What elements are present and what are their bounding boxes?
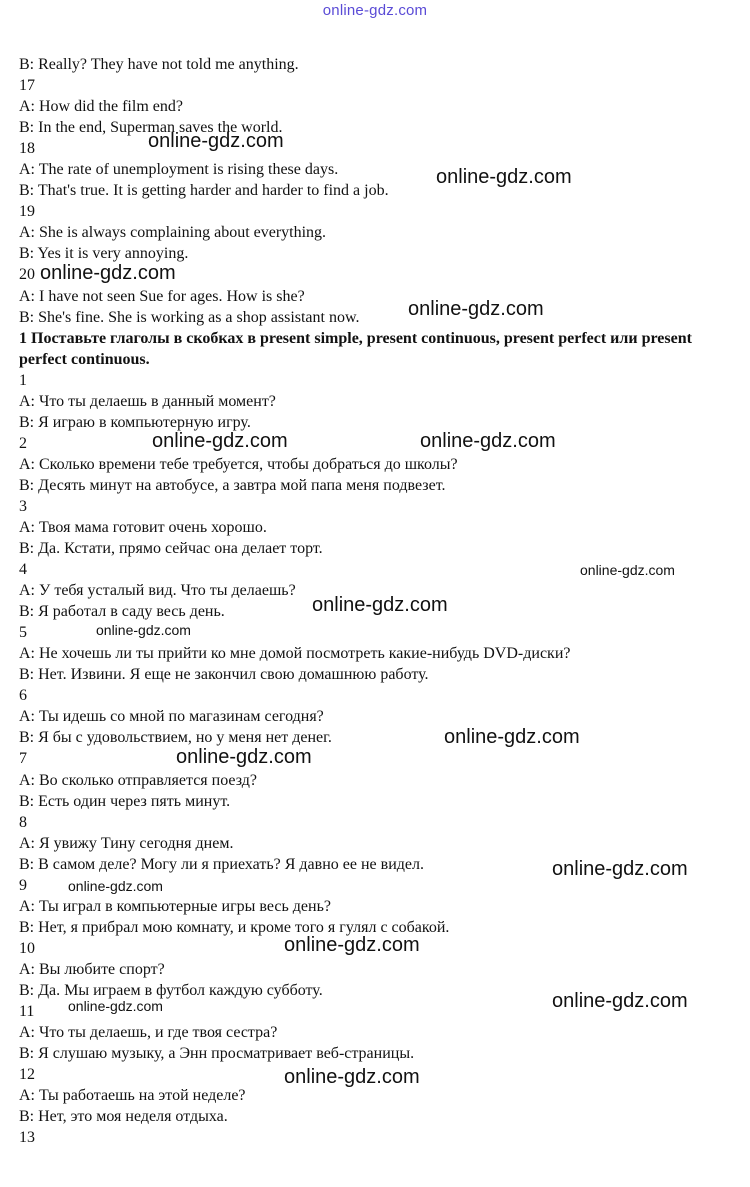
dialogue-line: A: Во сколько отправляется поезд?: [19, 771, 257, 789]
item-number: 10: [19, 939, 35, 957]
watermark: online-gdz.com: [420, 430, 556, 452]
watermark: online-gdz.com: [68, 998, 163, 1014]
watermark: online-gdz.com: [408, 298, 544, 320]
item-number: 3: [19, 497, 27, 515]
dialogue-line: A: Твоя мама готовит очень хорошо.: [19, 518, 267, 536]
item-number: 2: [19, 434, 27, 452]
item-number: 6: [19, 687, 27, 705]
dialogue-line: A: У тебя усталый вид. Что ты делаешь?: [19, 582, 296, 600]
item-number: 11: [19, 1003, 35, 1021]
dialogue-line: A: Сколько времени тебе требуется, чтобы добраться до школы?: [19, 455, 458, 473]
dialogue-line: A: Вы любите спорт?: [19, 960, 165, 978]
watermark: online-gdz.com: [148, 130, 284, 152]
dialogue-line: B: Я слушаю музыку, а Энн просматривает веб-страницы.: [19, 1045, 415, 1063]
dialogue-line: B: Есть один через пять минут.: [19, 792, 231, 810]
dialogue-line: A: Не хочешь ли ты прийти ко мне домой посмотреть какие-нибудь DVD-диски?: [19, 645, 571, 663]
watermark: online-gdz.com: [176, 746, 312, 768]
watermark: online-gdz.com: [40, 262, 176, 284]
item-number: 12: [19, 1066, 35, 1084]
item-number: 20: [19, 266, 35, 284]
dialogue-line: A: Ты идешь со мной по магазинам сегодня?: [19, 708, 324, 726]
dialogue-line: A: She is always complaining about everything.: [19, 224, 327, 242]
dialogue-line: B: Нет, это моя неделя отдыха.: [19, 1108, 228, 1126]
watermark: online-gdz.com: [552, 990, 688, 1012]
site-header-watermark: online-gdz.com: [322, 2, 428, 19]
item-number: 13: [19, 1129, 35, 1147]
watermark: online-gdz.com: [552, 858, 688, 880]
watermark: online-gdz.com: [96, 622, 191, 638]
dialogue-line: B: She's fine. She is working as a shop assistant now.: [19, 308, 360, 326]
dialogue-line: B: Нет. Извини. Я еще не закончил свою домашнюю работу.: [19, 666, 429, 684]
dialogue-line: A: I have not seen Sue for ages. How is she?: [19, 287, 305, 305]
dialogue-line: B: That's true. It is getting harder and harder to find a job.: [19, 182, 389, 200]
dialogue-section-russian: [19, 370, 734, 1149]
dialogue-line: A: Что ты делаешь, и где твоя сестра?: [19, 1024, 278, 1042]
watermark: online-gdz.com: [312, 594, 448, 616]
item-number: 8: [19, 813, 27, 831]
watermark: online-gdz.com: [68, 878, 163, 894]
item-number: 7: [19, 750, 27, 768]
dialogue-line: A: The rate of unemployment is rising these days.: [19, 161, 339, 179]
watermark: online-gdz.com: [580, 562, 675, 578]
dialogue-line: A: Ты играл в компьютерные игры весь день?: [19, 897, 331, 915]
dialogue-line: B: Десять минут на автобусе, а завтра мой папа меня подвезет.: [19, 476, 446, 494]
item-number: 19: [19, 203, 35, 221]
dialogue-line: A: Что ты делаешь в данный момент?: [19, 392, 276, 410]
item-number: 5: [19, 624, 27, 642]
item-number: 1: [19, 371, 27, 389]
dialogue-line: B: Я работал в саду весь день.: [19, 603, 225, 621]
dialogue-line: B: Нет, я прибрал мою комнату, и кроме того я гулял с собакой.: [19, 918, 450, 936]
item-number: 9: [19, 876, 27, 894]
dialogue-line: B: Да. Кстати, прямо сейчас она делает торт.: [19, 539, 323, 557]
item-number: 4: [19, 561, 27, 579]
dialogue-line: B: Yes it is very annoying.: [19, 245, 189, 263]
dialogue-line: A: How did the film end?: [19, 98, 183, 116]
dialogue-line: A: Я увижу Тину сегодня днем.: [19, 834, 234, 852]
watermark: online-gdz.com: [436, 166, 572, 188]
item-number: 17: [19, 77, 35, 95]
dialogue-line: B: В самом деле? Могу ли я приехать? Я давно ее не видел.: [19, 855, 424, 873]
watermark: online-gdz.com: [444, 726, 580, 748]
task-heading: 1 Поставьте глаголы в скобках в present simple, present continuous, present perfect или present perfect continuous.: [19, 329, 692, 368]
dialogue-line: B: In the end, Superman saves the world.: [19, 119, 283, 137]
dialogue-line: A: Ты работаешь на этой неделе?: [19, 1087, 246, 1105]
dialogue-line: B: Я играю в компьютерную игру.: [19, 413, 251, 431]
dialogue-line: B: Да. Мы играем в футбол каждую субботу.: [19, 981, 323, 999]
dialogue-section-english: [19, 54, 734, 328]
item-number: 18: [19, 140, 35, 158]
dialogue-line: B: Я бы с удовольствием, но у меня нет денег.: [19, 729, 332, 747]
watermark: online-gdz.com: [152, 430, 288, 452]
watermark: online-gdz.com: [284, 934, 420, 956]
dialogue-line: B: Really? They have not told me anything.: [19, 56, 299, 73]
watermark: online-gdz.com: [284, 1066, 420, 1088]
